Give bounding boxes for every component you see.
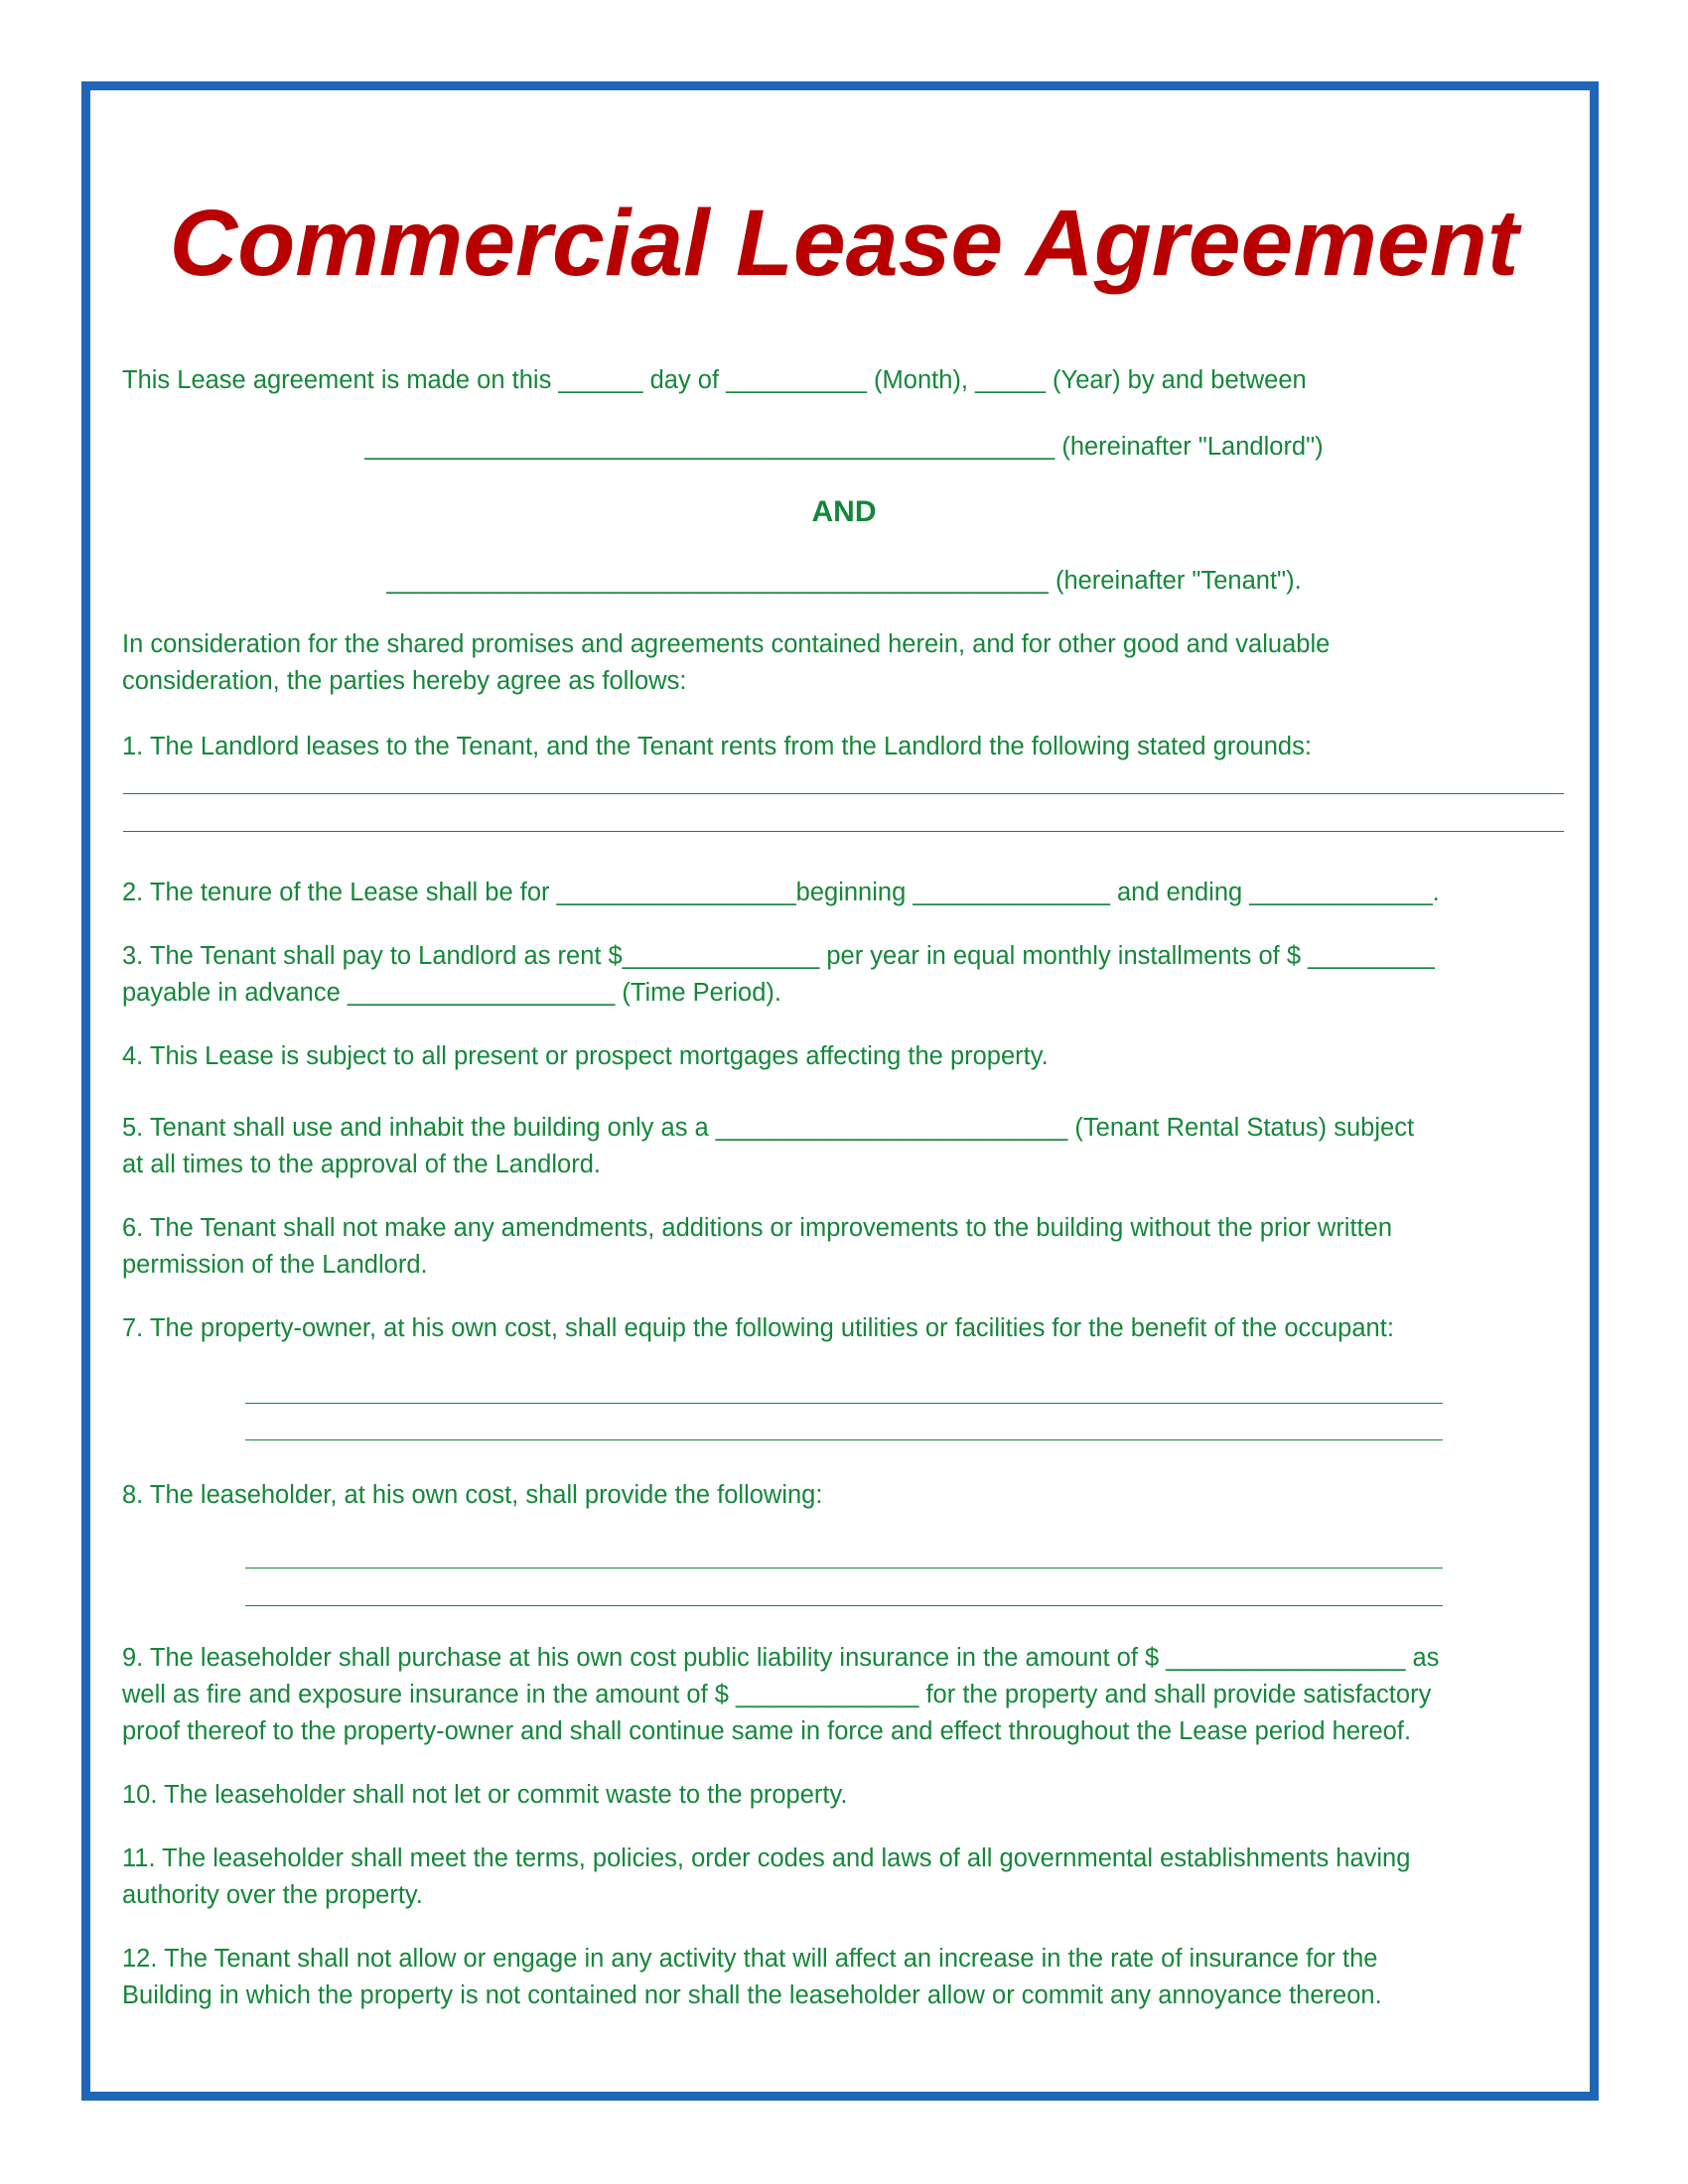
clause-10-line-1: 10. The leaseholder shall not let or commit waste to the property. — [122, 1781, 848, 1809]
document-title: Commercial Lease Agreement — [169, 191, 1519, 296]
clause-6-line-1: 6. The Tenant shall not make any amendments, additions or improvements to the building without the prior written — [122, 1214, 1393, 1242]
clause-1-blank-line-2 — [123, 831, 1564, 832]
landlord-line: _________________________________________________ (hereinafter "Landlord") — [364, 433, 1324, 461]
clause-8-line-1: 8. The leaseholder, at his own cost, shall provide the following: — [122, 1481, 823, 1509]
clause-5-line-1: 5. Tenant shall use and inhabit the building only as a _________________________ (Tenant Rental Status) subject — [122, 1114, 1415, 1142]
clause-7-line-1: 7. The property-owner, at his own cost, shall equip the following utilities or facilities for the benefit of the occupant: — [122, 1314, 1394, 1342]
clause-11-line-2: authority over the property. — [122, 1881, 423, 1909]
clause-5-line-2: at all times to the approval of the Landlord. — [122, 1151, 601, 1178]
clause-7-blank-line-2 — [245, 1439, 1443, 1440]
clause-2-line-1: 2. The tenure of the Lease shall be for _________________beginning ______________ and ending _____________. — [122, 879, 1440, 906]
clause-8-blank-line-1 — [245, 1568, 1443, 1569]
clause-12-line-2: Building in which the property is not contained nor shall the leaseholder allow or commit any annoyance thereon. — [122, 1981, 1382, 2009]
clause-4-line-1: 4. This Lease is subject to all present or prospect mortgages affecting the property. — [122, 1042, 1049, 1070]
clause-7-blank-line-1 — [245, 1403, 1443, 1404]
clause-1-blank-line-1 — [123, 793, 1564, 794]
clause-9-line-2: well as fire and exposure insurance in the amount of $ _____________ for the property and shall provide satisfactory — [122, 1681, 1432, 1708]
tenant-line: _______________________________________________ (hereinafter "Tenant"). — [386, 567, 1302, 595]
clause-11-line-1: 11. The leaseholder shall meet the terms, policies, order codes and laws of all governmental establishments having — [122, 1844, 1411, 1872]
clause-1-line-1: 1. The Landlord leases to the Tenant, and the Tenant rents from the Landlord the following stated grounds: — [122, 733, 1312, 760]
clause-12-line-1: 12. The Tenant shall not allow or engage in any activity that will affect an increase in the rate of insurance for the — [122, 1945, 1378, 1973]
clause-9-line-1: 9. The leaseholder shall purchase at his own cost public liability insurance in the amount of $ _________________ as — [122, 1644, 1440, 1672]
and-heading: AND — [811, 495, 877, 528]
clause-3-line-1: 3. The Tenant shall pay to Landlord as rent $______________ per year in equal monthly installments of $ _________ — [122, 942, 1435, 970]
intro-line: This Lease agreement is made on this ______ day of __________ (Month), _____ (Year) by and between — [122, 366, 1307, 394]
clause-8-blank-line-2 — [245, 1605, 1443, 1606]
consideration-line-2: consideration, the parties hereby agree as follows: — [122, 667, 687, 695]
clause-6-line-2: permission of the Landlord. — [122, 1251, 428, 1279]
clause-9-line-3: proof thereof to the property-owner and shall continue same in force and effect throughout the Lease period hereof. — [122, 1717, 1412, 1745]
consideration-line-1: In consideration for the shared promises and agreements contained herein, and for other good and valuable — [122, 630, 1331, 658]
clause-3-line-2: payable in advance ___________________ (Time Period). — [122, 979, 781, 1007]
